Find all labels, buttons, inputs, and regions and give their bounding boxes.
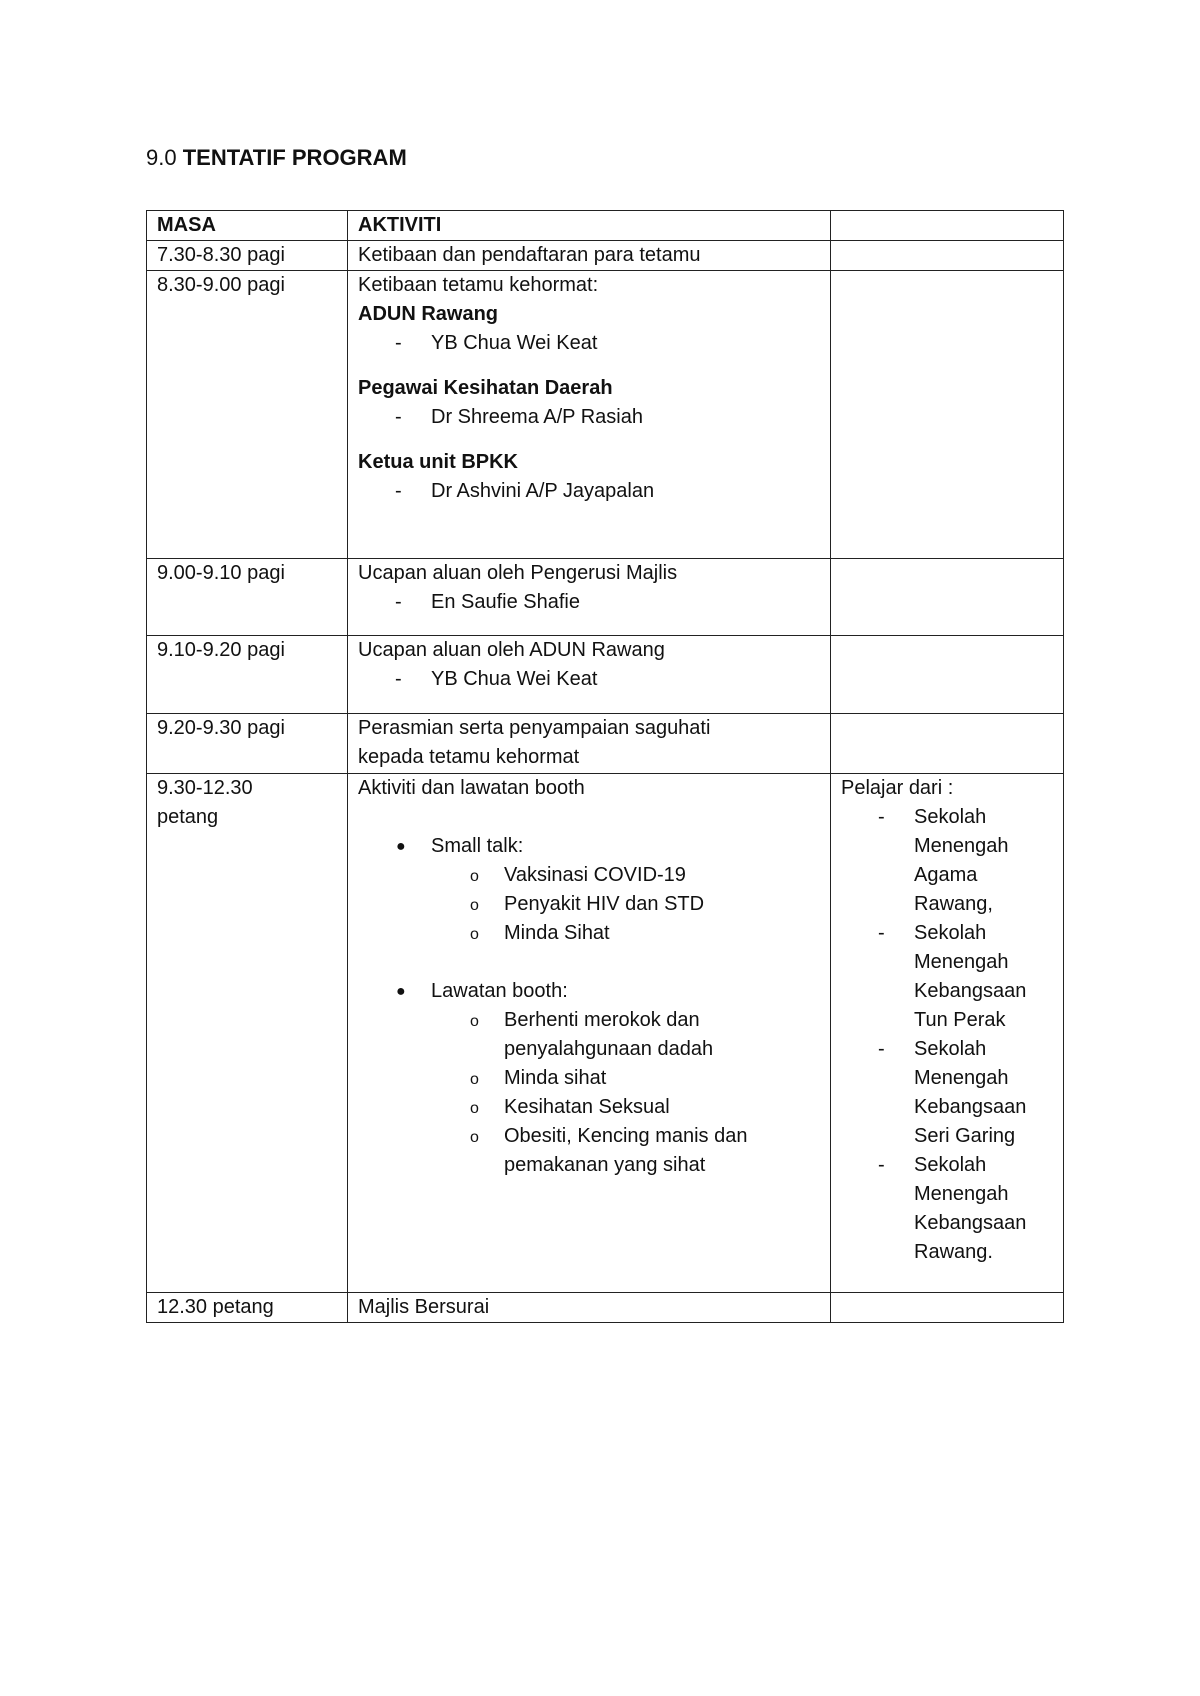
masa-cell: 9.10-9.20 pagi: [147, 636, 348, 714]
sub-item-text: Minda sihat: [504, 1067, 607, 1089]
school-line: Agama: [914, 864, 978, 886]
bullet-marker: ●: [396, 983, 406, 1000]
table-row: [147, 714, 1064, 774]
aktiviti-text-line: kepada tetamu kehormat: [358, 746, 580, 768]
notes-cell: [831, 559, 1064, 636]
dash-marker: -: [395, 591, 402, 613]
header-aktiviti: AKTIVITI: [348, 211, 831, 241]
sub-marker: o: [470, 1129, 479, 1146]
masa-cell: 12.30 petang: [147, 1293, 348, 1323]
section-heading: [146, 143, 407, 173]
sub-item-continuation: [358, 1035, 820, 1064]
school-line: Menengah: [914, 835, 1009, 857]
school-line: Menengah: [914, 951, 1009, 973]
guest-name-text: Dr Ashvini A/P Jayapalan: [431, 480, 655, 502]
guest-name: [358, 477, 820, 506]
sub-item-text: pemakanan yang sihat: [504, 1154, 706, 1176]
bullet-item: [358, 977, 820, 1006]
sub-item-text: Vaksinasi COVID-19: [504, 864, 686, 886]
aktiviti-text: Ucapan aluan oleh Pengerusi Majlis: [358, 562, 678, 584]
masa-cell: 9.00-9.10 pagi: [147, 559, 348, 636]
guest-title: Pegawai Kesihatan Daerah: [358, 377, 613, 399]
guest-name-text: Dr Shreema A/P Rasiah: [431, 406, 643, 428]
notes-cell: [831, 636, 1064, 714]
school-line: Rawang,: [914, 893, 993, 915]
dash-marker: -: [878, 1154, 885, 1176]
table-row: [147, 241, 1064, 271]
sub-marker: o: [470, 897, 479, 914]
school-item: [841, 1151, 1053, 1267]
dash-marker: -: [395, 480, 402, 502]
speaker-name-text: YB Chua Wei Keat: [431, 668, 598, 690]
table-header-row: [147, 211, 1064, 241]
sub-item: [358, 1006, 820, 1035]
school-line: Tun Perak: [914, 1009, 1006, 1031]
dash-marker: -: [395, 332, 402, 354]
school-item: [841, 1035, 1053, 1151]
pelajar-title: Pelajar dari :: [841, 777, 954, 799]
masa-cell: 9.20-9.30 pagi: [147, 714, 348, 774]
school-line: Kebangsaan: [914, 1212, 1027, 1234]
sub-item: [358, 890, 820, 919]
aktiviti-cell: [348, 714, 831, 774]
masa-line: petang: [157, 806, 219, 828]
aktiviti-cell: [348, 636, 831, 714]
table-row: [147, 636, 1064, 714]
guest-name: [358, 329, 820, 358]
dash-marker: -: [878, 922, 885, 944]
notes-cell: [831, 271, 1064, 559]
dash-marker: -: [395, 406, 402, 428]
aktiviti-text: Aktiviti dan lawatan booth: [358, 777, 585, 799]
table-row: [147, 774, 1064, 1293]
school-line: Sekolah: [914, 1154, 987, 1176]
sub-item-text: Berhenti merokok dan: [504, 1009, 700, 1031]
sub-item: [358, 919, 820, 948]
sub-item-text: Obesiti, Kencing manis dan: [504, 1125, 748, 1147]
aktiviti-cell: [348, 559, 831, 636]
school-line: Seri Garing: [914, 1125, 1016, 1147]
aktiviti-cell: Majlis Bersurai: [348, 1293, 831, 1323]
masa-cell: 7.30-8.30 pagi: [147, 241, 348, 271]
masa-cell: 8.30-9.00 pagi: [147, 271, 348, 559]
aktiviti-cell: Ketibaan dan pendaftaran para tetamu: [348, 241, 831, 271]
school-line: Sekolah: [914, 1038, 987, 1060]
guest-title: ADUN Rawang: [358, 303, 499, 325]
notes-cell: [831, 1293, 1064, 1323]
school-line: Sekolah: [914, 922, 987, 944]
bullet-marker: ●: [396, 838, 406, 855]
aktiviti-cell: [348, 271, 831, 559]
school-item: [841, 803, 1053, 919]
guest-name: [358, 403, 820, 432]
aktiviti-text: Ucapan aluan oleh ADUN Rawang: [358, 639, 665, 661]
sub-marker: o: [470, 1013, 479, 1030]
schedule-table: [146, 210, 1064, 1323]
sub-marker: o: [470, 1071, 479, 1088]
guest-title: Ketua unit BPKK: [358, 451, 518, 473]
dash-marker: -: [395, 668, 402, 690]
sub-item-text: Minda Sihat: [504, 922, 610, 944]
bullet-label: Small talk:: [431, 835, 524, 857]
dash-marker: -: [878, 1038, 885, 1060]
table-row: [147, 1293, 1064, 1323]
speaker-name: [358, 588, 820, 617]
school-line: Sekolah: [914, 806, 987, 828]
sub-item-text: penyalahgunaan dadah: [504, 1038, 714, 1060]
notes-cell: [831, 774, 1064, 1293]
guest-name-text: YB Chua Wei Keat: [431, 332, 598, 354]
school-line: Menengah: [914, 1067, 1009, 1089]
notes-cell: [831, 241, 1064, 271]
header-masa: MASA: [147, 211, 348, 241]
notes-cell: [831, 714, 1064, 774]
section-number: 9.0: [146, 145, 177, 170]
school-line: Rawang.: [914, 1241, 993, 1263]
masa-line: 9.30-12.30: [157, 777, 253, 799]
section-title: TENTATIF PROGRAM: [182, 145, 407, 170]
sub-marker: o: [470, 926, 479, 943]
sub-item-text: Penyakit HIV dan STD: [504, 893, 705, 915]
aktiviti-text-line: Perasmian serta penyampaian saguhati: [358, 717, 711, 739]
school-item: [841, 919, 1053, 1035]
school-line: Kebangsaan: [914, 1096, 1027, 1118]
masa-cell: [147, 774, 348, 1293]
bullet-label: Lawatan booth:: [431, 980, 568, 1002]
speaker-name: [358, 665, 820, 694]
school-line: Kebangsaan: [914, 980, 1027, 1002]
sub-marker: o: [470, 868, 479, 885]
bullet-item: [358, 832, 820, 861]
sub-item: [358, 1122, 820, 1151]
header-empty: [831, 211, 1064, 241]
sub-item-continuation: [358, 1151, 820, 1180]
speaker-name-text: En Saufie Shafie: [431, 591, 580, 613]
sub-item: [358, 861, 820, 890]
school-line: Menengah: [914, 1183, 1009, 1205]
sub-item-text: Kesihatan Seksual: [504, 1096, 670, 1118]
sub-item: [358, 1093, 820, 1122]
sub-item: [358, 1064, 820, 1093]
aktiviti-intro: Ketibaan tetamu kehormat:: [358, 274, 599, 296]
dash-marker: -: [878, 806, 885, 828]
aktiviti-cell: [348, 774, 831, 1293]
sub-marker: o: [470, 1100, 479, 1117]
table-row: [147, 559, 1064, 636]
table-row: [147, 271, 1064, 559]
